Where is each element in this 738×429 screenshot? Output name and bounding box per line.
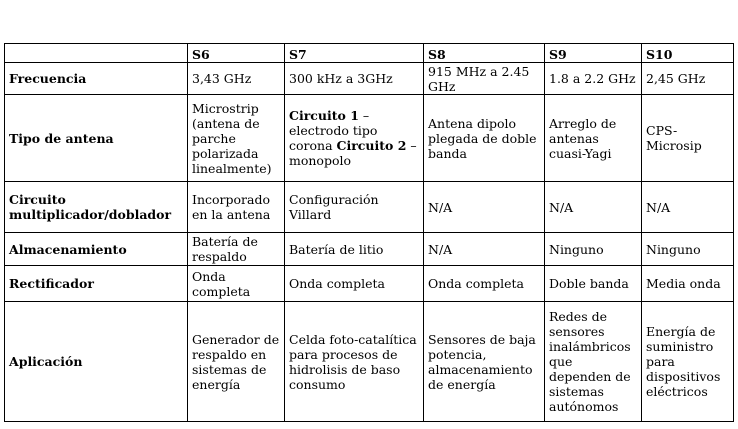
circuit-1-text: – electrodo tipo corona [289,108,378,153]
row-label-frecuencia: Frecuencia [5,63,188,95]
row-label-tipo-de-antena: Tipo de antena [5,95,188,182]
header-cell-s7: S7 [285,44,424,63]
table-cell: 2,45 GHz [642,63,734,95]
table-cell: N/A [642,182,734,233]
row-label-aplicacion: Aplicación [5,302,188,422]
table-cell: Onda completa [188,266,285,302]
table-cell: Arreglo de antenas cuasi-Yagi [545,95,642,182]
row-label-rectificador: Rectificador [5,266,188,302]
table-cell: 915 MHz a 2.45 GHz [424,63,545,95]
table-row-almacenamiento [5,233,734,266]
header-cell-s10: S10 [642,44,734,63]
circuit-2-text: – monopolo [289,138,417,168]
table-cell: CPS-Microsip [642,95,734,182]
table-cell: 1.8 a 2.2 GHz [545,63,642,95]
table-cell: N/A [424,233,545,266]
table-cell: Sensores de baja potencia, almacenamiento de energía [424,302,545,422]
table-cell: Ninguno [642,233,734,266]
header-cell-s9: S9 [545,44,642,63]
header-cell-empty [5,44,188,63]
table-cell: Antena dipolo plegada de doble banda [424,95,545,182]
table-cell: 300 kHz a 3GHz [285,63,424,95]
table-cell: Doble banda [545,266,642,302]
table-row-rectificador [5,266,734,302]
circuit-2-label: Circuito 2 [336,138,407,153]
table-cell: Onda completa [424,266,545,302]
table-row-tipo-de-antena [5,95,734,182]
table-cell: Celda foto-catalítica para procesos de hidrolisis de baso consumo [285,302,424,422]
table-cell: Media onda [642,266,734,302]
header-cell-s6: S6 [188,44,285,63]
table-cell: Onda completa [285,266,424,302]
comparison-table [4,43,734,422]
table-header-row [5,44,734,63]
table-cell: Batería de respaldo [188,233,285,266]
circuit-1-label: Circuito 1 [289,108,359,123]
table-cell: Energía de suministro para dispositivos eléctricos [642,302,734,422]
table-cell: Ninguno [545,233,642,266]
row-label-circuito-multiplicador: Circuito multiplicador/doblador [5,182,188,233]
table-cell: N/A [424,182,545,233]
table-row-circuito-multiplicador [5,182,734,233]
table-cell: Generador de respaldo en sistemas de energía [188,302,285,422]
table-cell: Incorporado en la antena [188,182,285,233]
table-row-aplicacion [5,302,734,422]
table-cell: Microstrip (antena de parche polarizada linealmente) [188,95,285,182]
table-cell: 3,43 GHz [188,63,285,95]
table-cell: Batería de litio [285,233,424,266]
table-cell: Configuración Villard [285,182,424,233]
table-cell: N/A [545,182,642,233]
row-label-almacenamiento: Almacenamiento [5,233,188,266]
table-row-frecuencia [5,63,734,95]
table-cell-s7-circuits [285,95,424,182]
header-cell-s8: S8 [424,44,545,63]
table-cell: Redes de sensores inalámbricos que dependen de sistemas autónomos [545,302,642,422]
